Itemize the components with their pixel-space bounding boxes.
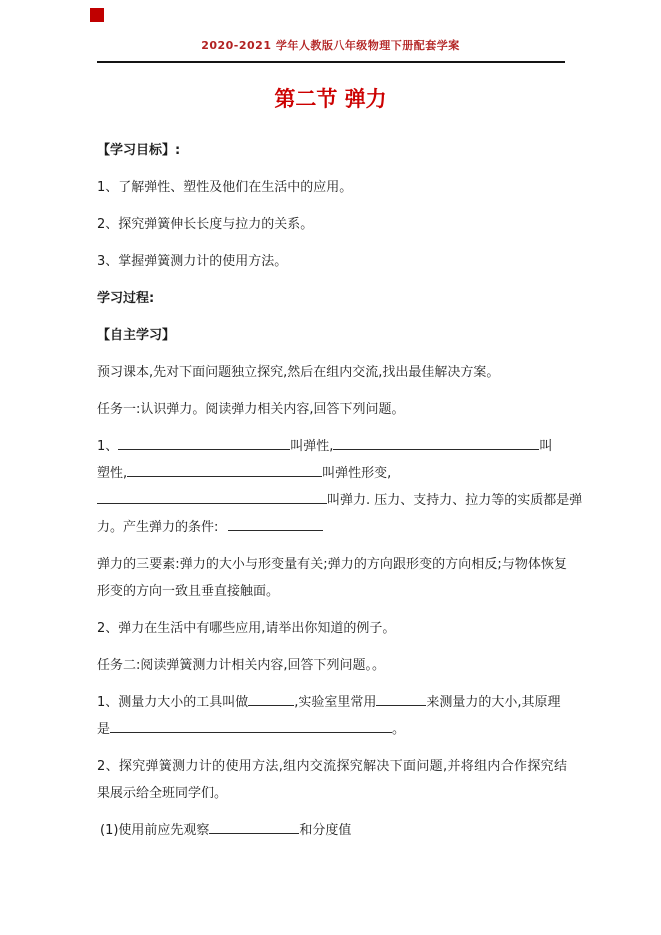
blank-label-plasticity: 塑性, — [97, 466, 128, 481]
measure-text-4: 是 — [97, 722, 111, 737]
blank-label-elasticity: 叫弹性, — [290, 439, 334, 454]
observe-text-2: 和分度值 — [299, 823, 352, 838]
fill-in-blank — [333, 434, 539, 450]
fill-in-blank — [228, 515, 323, 531]
red-square-logo-mark — [90, 8, 104, 22]
blank-line-2 — [97, 460, 567, 487]
measure-text-5: 。 — [392, 722, 406, 737]
blank-line-4 — [97, 514, 567, 541]
measure-line-2 — [97, 716, 567, 743]
self-study-heading: 【自主学习】 — [97, 328, 176, 343]
goals-heading: 【学习目标】: — [97, 143, 181, 158]
observe-text-1: (1)使用前应先观察 — [100, 823, 210, 838]
page-title: 第二节 弹力 — [274, 87, 387, 111]
blank-label-called: 叫 — [539, 439, 553, 454]
question-2-text: 2、弹力在生活中有哪些应用,请举出你知道的例子。 — [97, 621, 396, 636]
goal-item-3: 3、掌握弹簧测力计的使用方法。 — [97, 254, 288, 269]
three-elements-paragraph: 弹力的三要素:弹力的大小与形变量有关;弹力的方向跟形变的方向相反;与物体恢复形变的方向一致且垂直接触面。 — [97, 557, 567, 599]
fill-in-blank — [209, 818, 299, 834]
measure-line-1 — [97, 689, 567, 716]
measure-text-3: 来测量力的大小,其原理 — [426, 695, 561, 710]
fill-in-blank — [376, 690, 426, 706]
blank-label-elastic-force: 叫弹力. 压力、支持力、拉力等的实质都是弹 — [327, 493, 583, 508]
measure-text-2: ,实验室里常用 — [294, 695, 377, 710]
observe-line — [100, 817, 567, 844]
blank-line-3 — [97, 487, 583, 514]
fill-in-blank — [118, 434, 290, 450]
fill-in-blank — [97, 488, 327, 504]
blank-label-condition: 力。产生弹力的条件: — [97, 520, 219, 535]
goal-item-2: 2、探究弹簧伸长长度与拉力的关系。 — [97, 217, 314, 232]
measure-question — [97, 689, 567, 743]
process-heading: 学习过程: — [97, 291, 155, 306]
task1-text: 任务一:认识弹力。阅读弹力相关内容,回答下列问题。 — [97, 402, 405, 417]
header-divider — [97, 61, 565, 63]
task2-text: 任务二:阅读弹簧测力计相关内容,回答下列问题。。 — [97, 658, 386, 673]
document-body — [0, 111, 661, 844]
measure-text-1: 1、测量力大小的工具叫做 — [97, 695, 249, 710]
blank-label-elastic-deformation: 叫弹性形变, — [322, 466, 392, 481]
question-number: 1、 — [97, 439, 119, 454]
blank-line-1 — [97, 433, 567, 460]
fill-in-blank — [110, 717, 392, 733]
explore-paragraph: 2、探究弹簧测力计的使用方法,组内交流探究解决下面问题,并将组内合作探究结果展示给全班同学们。 — [97, 759, 567, 801]
preview-instructions: 预习课本,先对下面问题独立探究,然后在组内交流,找出最佳解决方案。 — [97, 365, 500, 380]
fill-in-blank-question-1 — [97, 433, 583, 541]
fill-in-blank — [248, 690, 294, 706]
document-header: 2020-2021 学年人教版八年级物理下册配套学案 — [201, 39, 460, 52]
goal-item-1: 1、了解弹性、塑性及他们在生活中的应用。 — [97, 180, 353, 195]
fill-in-blank — [127, 461, 322, 477]
